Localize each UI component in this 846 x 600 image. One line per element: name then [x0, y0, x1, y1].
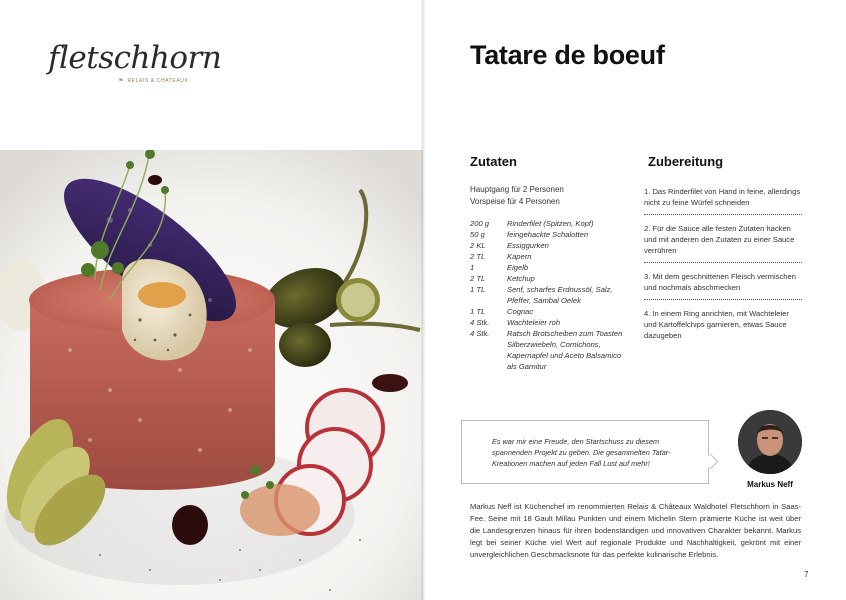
- ingredient-row: [470, 339, 632, 350]
- ingredient-qty: 4 Stk.: [470, 318, 490, 327]
- ingredient-row: [470, 361, 632, 372]
- ingredient-qty: 1 TL: [470, 307, 486, 316]
- ingredient-row: [470, 240, 632, 251]
- step-4: 4. In einem Ring anrichten, mit Wachteleier und Kartoffelchips garnieren, etwas Sauce dazugeben: [644, 309, 789, 340]
- ingredient-row: [470, 350, 632, 361]
- ingredient-qty: [470, 361, 507, 372]
- servings-line: Hauptgang für 2 Personen: [470, 185, 564, 194]
- ingredient-name: als Garnitur: [507, 362, 547, 371]
- ingredient-name: feingehackte Schalotten: [507, 230, 589, 239]
- zutaten-heading: Zutaten: [470, 154, 517, 169]
- ingredient-name: Eigelb: [507, 263, 529, 272]
- servings-info: [470, 184, 564, 208]
- chef-bio: Markus Neff ist Küchenchef im renommierten Relais & Châteaux Waldhotel Fletschhorn in Saas-Fee. Seine mit 18 Gault Millau Punkten und einem Michelin Stern prämierte Küche ist weit über die Landesgrenzen hinaus für ihren bodenständigen und innovativen Charakter bekannt. Markus legt bei seiner Küche viel Wert auf regionale Produkte und Nachhaltigkeit, gekrönt mit einer unvergleichlichen Geschmacksnote für das perfekte kulinarische Erlebnis.: [470, 502, 801, 559]
- ingredient-qty: 200 g: [470, 219, 490, 228]
- chef-quote: Es war mir eine Freude, den Startschuss zu diesem spannenden Projekt zu geben. Die gesammelten Tatar-Kreationen machen auf jeden Fall Lust auf mehr!: [492, 437, 671, 468]
- recipe-title: Tatare de boeuf: [470, 40, 665, 70]
- chef-avatar: [738, 410, 802, 474]
- ingredient-name: Wachteleier roh: [507, 318, 561, 327]
- ingredient-qty: [470, 295, 507, 306]
- preparation-steps: [644, 184, 802, 353]
- ingredient-row: [470, 284, 632, 295]
- ingredient-qty: 2 TL: [470, 252, 486, 261]
- ingredient-qty: 1: [470, 263, 475, 272]
- ingredient-name: Ratsch Brotscheiben zum Toasten: [507, 329, 623, 338]
- book-gutter: [421, 0, 425, 600]
- ingredient-name: Senf, scharfes Erdnussöl, Salz,: [507, 285, 613, 294]
- ingredient-qty: [470, 350, 507, 361]
- tatare-photo: [0, 150, 423, 600]
- ingredient-qty: 2 KL: [470, 241, 486, 250]
- chef-quote-box: [461, 420, 709, 484]
- ingredient-name: Ketchup: [507, 274, 535, 283]
- ingredient-name: Essiggurken: [507, 241, 549, 250]
- zubereitung-heading: Zubereitung: [648, 154, 724, 169]
- ingredient-row: [470, 317, 632, 328]
- step-3: 3. Mit dem geschnittenen Fleisch vermischen und nochmals abschmecken: [644, 269, 802, 300]
- ingredient-list: [470, 218, 632, 372]
- ingredient-qty: 4 Stk.: [470, 329, 490, 338]
- logo-wordmark: fletschhorn: [48, 40, 222, 76]
- ingredient-qty: 1 TL: [470, 285, 486, 294]
- ingredient-row: [470, 262, 632, 273]
- ingredient-name: Cognac: [507, 307, 534, 316]
- chef-name: Markus Neff: [747, 480, 793, 489]
- chef-portrait: [738, 410, 802, 474]
- logo-subline: ❧ RELAIS & CHATEAUX: [118, 76, 188, 84]
- page-number: 7: [804, 570, 809, 579]
- ingredient-qty: 50 g: [470, 230, 485, 239]
- ingredient-row: [470, 306, 632, 317]
- ingredient-name: Silberzwiebeln, Cornichons,: [507, 340, 601, 349]
- ingredient-name: Kapernapfel und Aceto Balsamico: [507, 351, 622, 360]
- servings-line: Vorspeise für 4 Personen: [470, 197, 560, 206]
- step-2: 2. Für die Sauce alle festen Zutaten hacken und mit anderen den Zutaten zu einer Sauce verrühren: [644, 221, 802, 263]
- ingredient-row: [470, 328, 632, 339]
- ingredient-qty: 2 TL: [470, 274, 486, 283]
- ingredient-row: [470, 295, 632, 306]
- ingredient-name: Pfeffer, Sambal Oelek: [507, 296, 581, 305]
- ingredient-name: Rinderfilet (Spitzen, Kopf): [507, 219, 594, 228]
- ingredient-name: Kapern: [507, 252, 532, 261]
- ingredient-row: [470, 273, 632, 284]
- ingredient-row: [470, 251, 632, 262]
- ingredient-qty: [470, 339, 507, 350]
- ingredient-row: [470, 218, 632, 229]
- ingredient-row: [470, 229, 632, 240]
- step-1: 1. Das Rinderfilet von Hand in feine, allerdings nicht zu feine Würfel schneiden: [644, 184, 802, 215]
- fletschhorn-logo: [48, 40, 222, 84]
